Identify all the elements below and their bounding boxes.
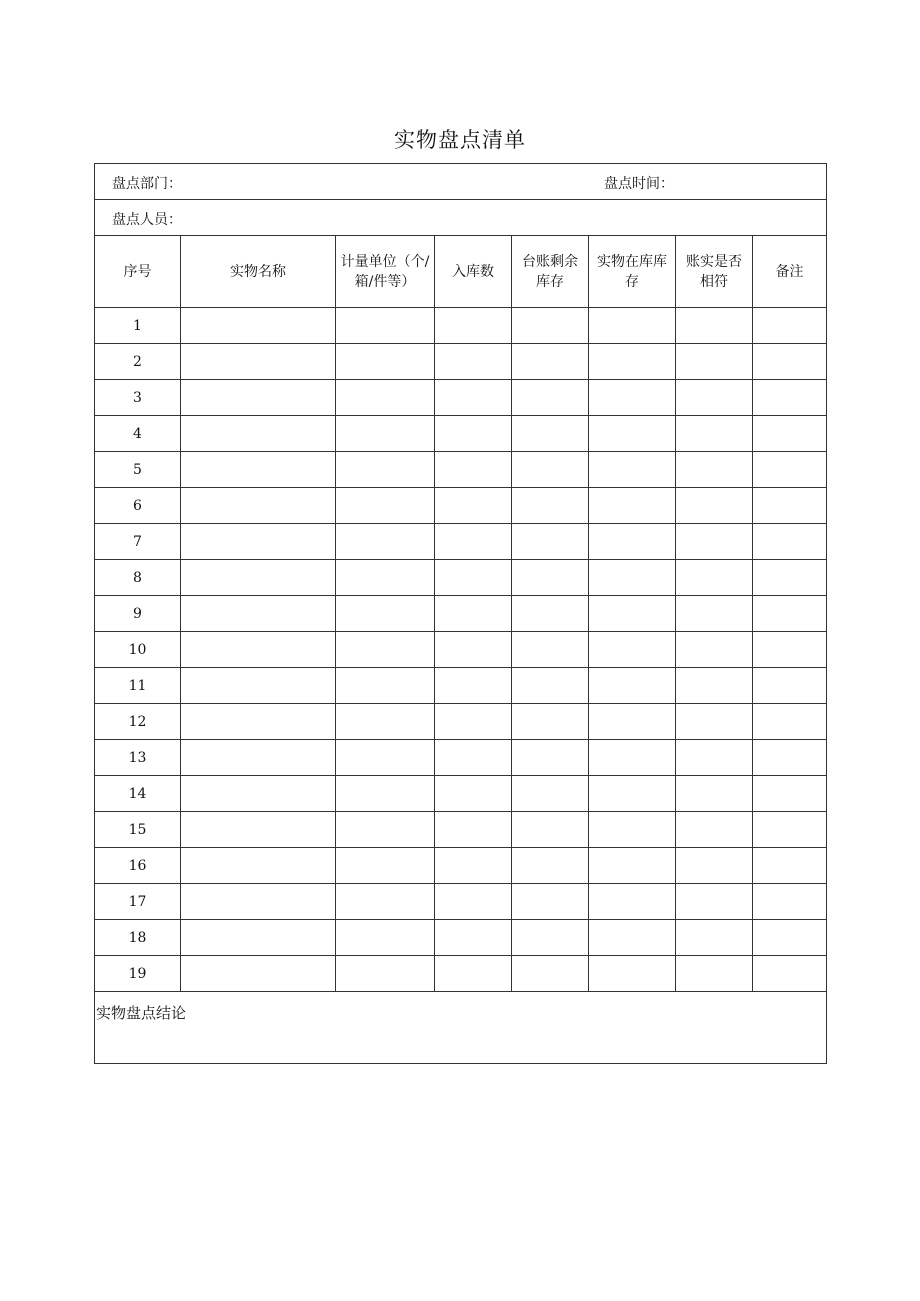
cell-match[interactable] (676, 776, 753, 812)
cell-ledger-stock[interactable] (512, 812, 589, 848)
cell-unit[interactable] (336, 416, 435, 452)
department-label: 盘点部门： (112, 175, 182, 192)
cell-unit[interactable] (336, 668, 435, 704)
cell-unit[interactable] (336, 884, 435, 920)
header-cell-inbound (435, 236, 512, 308)
page-title: 实物盘点清单 (394, 128, 526, 152)
cell-ledger-stock[interactable] (512, 452, 589, 488)
table-row (95, 776, 827, 812)
cell-unit[interactable] (336, 524, 435, 560)
cell-no: 19 (95, 956, 181, 992)
cell-item-name[interactable] (181, 308, 336, 344)
cell-remarks[interactable] (753, 812, 827, 848)
cell-no: 8 (95, 560, 181, 596)
cell-no: 6 (95, 488, 181, 524)
cell-inbound-qty[interactable] (435, 560, 512, 596)
table-row (95, 380, 827, 416)
cell-unit[interactable] (336, 920, 435, 956)
cell-ledger-stock[interactable] (512, 776, 589, 812)
cell-match[interactable] (676, 920, 753, 956)
cell-actual-stock[interactable] (589, 416, 676, 452)
info-cell-personnel[interactable] (95, 200, 827, 236)
cell-inbound-qty[interactable] (435, 668, 512, 704)
cell-ledger-stock[interactable] (512, 488, 589, 524)
cell-no: 1 (95, 308, 181, 344)
table-row (95, 344, 827, 380)
cell-remarks[interactable] (753, 920, 827, 956)
table-row (95, 452, 827, 488)
cell-ledger-stock[interactable] (512, 740, 589, 776)
cell-no: 10 (95, 632, 181, 668)
cell-inbound-qty[interactable] (435, 704, 512, 740)
conclusion-cell[interactable] (95, 992, 827, 1064)
cell-item-name[interactable] (181, 884, 336, 920)
table-row (95, 668, 827, 704)
cell-inbound-qty[interactable] (435, 848, 512, 884)
info-cell-department-time[interactable] (95, 164, 827, 200)
cell-inbound-qty[interactable] (435, 776, 512, 812)
cell-unit[interactable] (336, 308, 435, 344)
cell-no: 17 (95, 884, 181, 920)
cell-remarks[interactable] (753, 416, 827, 452)
cell-match[interactable] (676, 956, 753, 992)
cell-match[interactable] (676, 380, 753, 416)
table-header-row (95, 236, 827, 308)
cell-unit[interactable] (336, 344, 435, 380)
cell-actual-stock[interactable] (589, 524, 676, 560)
cell-unit[interactable] (336, 380, 435, 416)
cell-item-name[interactable] (181, 344, 336, 380)
cell-remarks[interactable] (753, 632, 827, 668)
cell-inbound-qty[interactable] (435, 740, 512, 776)
header-unit: 计量单位（个/箱/件等） (340, 253, 430, 290)
cell-item-name[interactable] (181, 560, 336, 596)
cell-match[interactable] (676, 812, 753, 848)
cell-match[interactable] (676, 632, 753, 668)
cell-item-name[interactable] (181, 704, 336, 740)
cell-inbound-qty[interactable] (435, 884, 512, 920)
cell-item-name[interactable] (181, 812, 336, 848)
cell-unit[interactable] (336, 704, 435, 740)
table-row (95, 812, 827, 848)
cell-actual-stock[interactable] (589, 956, 676, 992)
cell-no: 12 (95, 704, 181, 740)
header-ledger-stock: 台账剩余库存 (522, 253, 578, 290)
cell-actual-stock[interactable] (589, 848, 676, 884)
cell-match[interactable] (676, 704, 753, 740)
cell-actual-stock[interactable] (589, 740, 676, 776)
cell-unit[interactable] (336, 488, 435, 524)
cell-no: 5 (95, 452, 181, 488)
conclusion-label: 实物盘点结论 (96, 1004, 187, 1022)
cell-item-name[interactable] (181, 668, 336, 704)
cell-remarks[interactable] (753, 488, 827, 524)
inventory-table (94, 163, 827, 1064)
table-row (95, 956, 827, 992)
cell-no: 3 (95, 380, 181, 416)
table-row (95, 884, 827, 920)
cell-ledger-stock[interactable] (512, 632, 589, 668)
cell-ledger-stock[interactable] (512, 956, 589, 992)
cell-ledger-stock[interactable] (512, 308, 589, 344)
cell-actual-stock[interactable] (589, 632, 676, 668)
cell-remarks[interactable] (753, 380, 827, 416)
cell-remarks[interactable] (753, 776, 827, 812)
cell-unit[interactable] (336, 956, 435, 992)
cell-item-name[interactable] (181, 524, 336, 560)
cell-match[interactable] (676, 308, 753, 344)
header-match: 账实是否相符 (686, 253, 742, 290)
cell-match[interactable] (676, 884, 753, 920)
cell-inbound-qty[interactable] (435, 308, 512, 344)
cell-actual-stock[interactable] (589, 452, 676, 488)
cell-actual-stock[interactable] (589, 344, 676, 380)
time-label: 盘点时间： (604, 175, 674, 192)
cell-remarks[interactable] (753, 308, 827, 344)
cell-remarks[interactable] (753, 560, 827, 596)
cell-ledger-stock[interactable] (512, 920, 589, 956)
cell-remarks[interactable] (753, 524, 827, 560)
header-cell-match (676, 236, 753, 308)
cell-remarks[interactable] (753, 668, 827, 704)
cell-unit[interactable] (336, 776, 435, 812)
cell-no: 2 (95, 344, 181, 380)
cell-actual-stock[interactable] (589, 308, 676, 344)
cell-no: 9 (95, 596, 181, 632)
table-row (95, 524, 827, 560)
cell-inbound-qty[interactable] (435, 344, 512, 380)
cell-match[interactable] (676, 416, 753, 452)
table-row (95, 704, 827, 740)
cell-inbound-qty[interactable] (435, 920, 512, 956)
cell-unit[interactable] (336, 560, 435, 596)
cell-match[interactable] (676, 560, 753, 596)
cell-inbound-qty[interactable] (435, 812, 512, 848)
table-row (95, 560, 827, 596)
cell-match[interactable] (676, 668, 753, 704)
cell-unit[interactable] (336, 596, 435, 632)
cell-inbound-qty[interactable] (435, 488, 512, 524)
header-no: 序号 (123, 263, 152, 280)
header-cell-actual (589, 236, 676, 308)
cell-ledger-stock[interactable] (512, 524, 589, 560)
cell-ledger-stock[interactable] (512, 884, 589, 920)
cell-item-name[interactable] (181, 956, 336, 992)
header-cell-ledger (512, 236, 589, 308)
cell-match[interactable] (676, 848, 753, 884)
header-cell-unit (336, 236, 435, 308)
cell-remarks[interactable] (753, 884, 827, 920)
cell-ledger-stock[interactable] (512, 380, 589, 416)
cell-match[interactable] (676, 452, 753, 488)
cell-remarks[interactable] (753, 452, 827, 488)
header-cell-remarks (753, 236, 827, 308)
cell-item-name[interactable] (181, 920, 336, 956)
cell-ledger-stock[interactable] (512, 344, 589, 380)
cell-no: 4 (95, 416, 181, 452)
header-inbound-qty: 入库数 (452, 263, 494, 280)
cell-remarks[interactable] (753, 956, 827, 992)
table-row (95, 596, 827, 632)
info-row-personnel (95, 200, 827, 236)
cell-no: 13 (95, 740, 181, 776)
cell-actual-stock[interactable] (589, 488, 676, 524)
table-row (95, 416, 827, 452)
cell-actual-stock[interactable] (589, 812, 676, 848)
cell-match[interactable] (676, 524, 753, 560)
cell-unit[interactable] (336, 632, 435, 668)
cell-no: 15 (95, 812, 181, 848)
cell-unit[interactable] (336, 848, 435, 884)
cell-inbound-qty[interactable] (435, 596, 512, 632)
cell-no: 7 (95, 524, 181, 560)
table-row (95, 308, 827, 344)
cell-item-name[interactable] (181, 488, 336, 524)
cell-actual-stock[interactable] (589, 560, 676, 596)
cell-ledger-stock[interactable] (512, 596, 589, 632)
table-row (95, 632, 827, 668)
cell-item-name[interactable] (181, 740, 336, 776)
cell-actual-stock[interactable] (589, 668, 676, 704)
cell-remarks[interactable] (753, 704, 827, 740)
personnel-label: 盘点人员： (112, 211, 182, 228)
cell-match[interactable] (676, 344, 753, 380)
cell-match[interactable] (676, 596, 753, 632)
cell-unit[interactable] (336, 740, 435, 776)
cell-item-name[interactable] (181, 848, 336, 884)
header-remarks: 备注 (775, 263, 804, 280)
cell-unit[interactable] (336, 452, 435, 488)
cell-inbound-qty[interactable] (435, 416, 512, 452)
table-row (95, 848, 827, 884)
table-row (95, 920, 827, 956)
cell-no: 16 (95, 848, 181, 884)
cell-remarks[interactable] (753, 848, 827, 884)
cell-no: 11 (95, 668, 181, 704)
cell-inbound-qty[interactable] (435, 956, 512, 992)
conclusion-row (95, 992, 827, 1064)
cell-unit[interactable] (336, 812, 435, 848)
cell-item-name[interactable] (181, 632, 336, 668)
cell-no: 18 (95, 920, 181, 956)
header-cell-no (95, 236, 181, 308)
cell-inbound-qty[interactable] (435, 452, 512, 488)
cell-ledger-stock[interactable] (512, 560, 589, 596)
cell-match[interactable] (676, 740, 753, 776)
cell-remarks[interactable] (753, 344, 827, 380)
cell-actual-stock[interactable] (589, 884, 676, 920)
cell-match[interactable] (676, 488, 753, 524)
cell-remarks[interactable] (753, 596, 827, 632)
cell-item-name[interactable] (181, 380, 336, 416)
cell-item-name[interactable] (181, 596, 336, 632)
table-row (95, 488, 827, 524)
header-cell-name (181, 236, 336, 308)
cell-no: 14 (95, 776, 181, 812)
cell-item-name[interactable] (181, 452, 336, 488)
cell-ledger-stock[interactable] (512, 848, 589, 884)
cell-item-name[interactable] (181, 776, 336, 812)
cell-item-name[interactable] (181, 416, 336, 452)
cell-remarks[interactable] (753, 740, 827, 776)
cell-actual-stock[interactable] (589, 920, 676, 956)
header-actual-stock: 实物在库库存 (597, 253, 667, 290)
cell-actual-stock[interactable] (589, 776, 676, 812)
info-row-department-time (95, 164, 827, 200)
cell-inbound-qty[interactable] (435, 632, 512, 668)
header-item-name: 实物名称 (230, 263, 286, 280)
cell-ledger-stock[interactable] (512, 416, 589, 452)
cell-ledger-stock[interactable] (512, 668, 589, 704)
cell-actual-stock[interactable] (589, 380, 676, 416)
cell-ledger-stock[interactable] (512, 704, 589, 740)
table-row (95, 740, 827, 776)
cell-inbound-qty[interactable] (435, 524, 512, 560)
cell-actual-stock[interactable] (589, 704, 676, 740)
cell-actual-stock[interactable] (589, 596, 676, 632)
cell-inbound-qty[interactable] (435, 380, 512, 416)
